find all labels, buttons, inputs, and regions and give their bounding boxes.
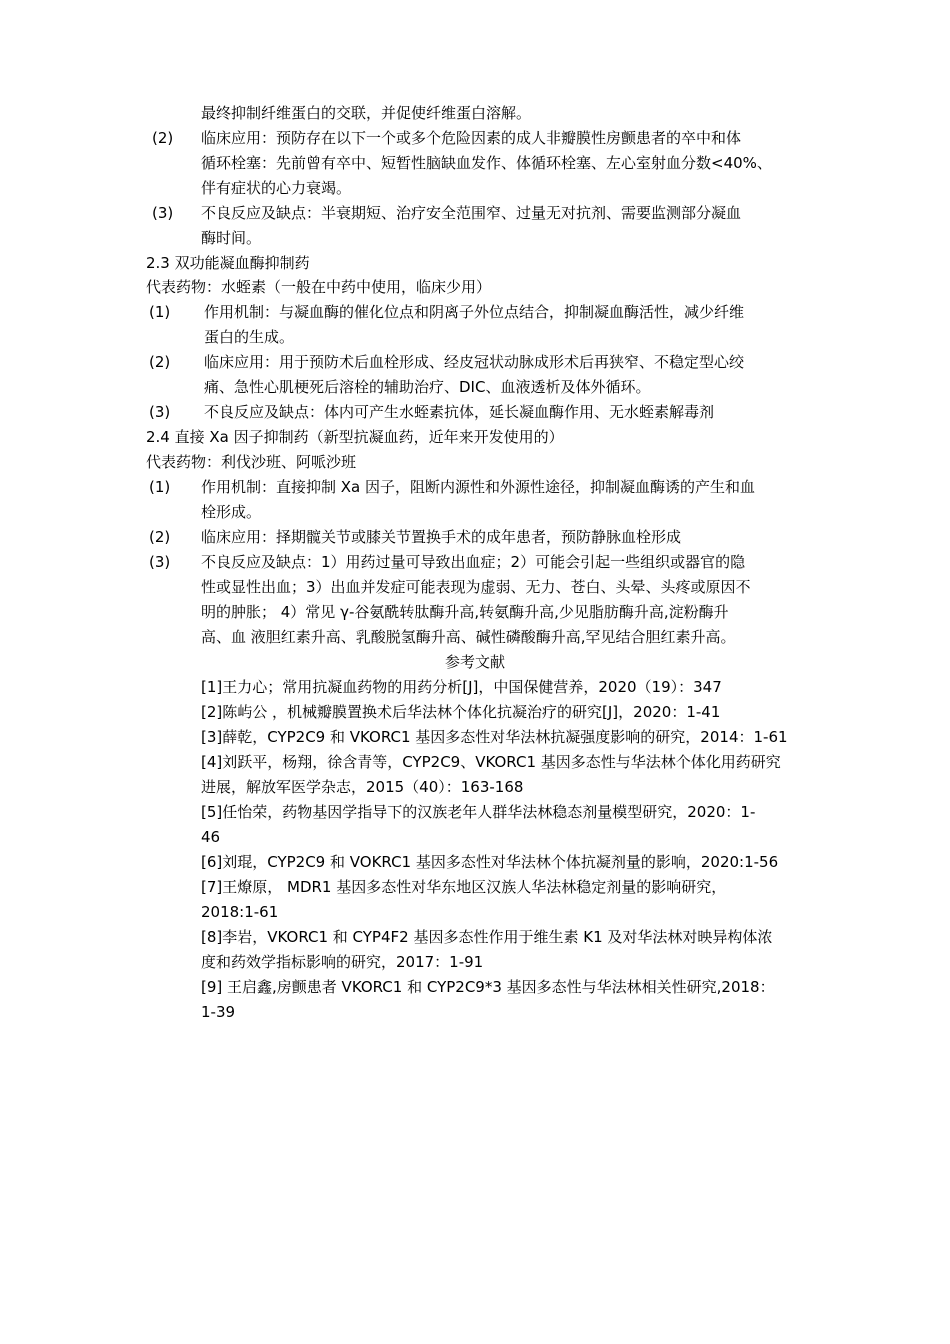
section-heading: 2.4 直接 Xa 因子抑制药（新型抗凝血药，近年来开发使用的） — [146, 428, 564, 446]
list-item-text: 临床应用：择期髋关节或膝关节置换手术的成年患者，预防静脉血栓形成 — [201, 528, 682, 546]
reference-line: [2]陈屿公 ，机械瓣膜置换术后华法林个体化抗凝治疗的研究[J]，2020：1-41 — [201, 703, 721, 721]
list-item-text: 伴有症状的心力衰竭。 — [201, 179, 352, 197]
reference-line: 2018:1-61 — [201, 903, 279, 921]
reference-line: [9] 王启鑫,房颤患者 VKORC1 和 CYP2C9*3 基因多态性与华法林相关性研究,2018： — [201, 978, 775, 996]
list-item-number: (3) — [152, 204, 174, 222]
list-item-text: 蛋白的生成。 — [204, 328, 295, 346]
list-item-text: 循环栓塞：先前曾有卒中、短暂性脑缺血发作、体循环栓塞、左心室射血分数<40%、 — [201, 154, 772, 172]
reference-line: [3]薛乾，CYP2C9 和 VKORC1 基因多态性对华法林抗凝强度影响的研究，2014：1-61 — [201, 728, 788, 746]
continuation-text: 最终抑制纤维蛋白的交联，并促使纤维蛋白溶解。 — [201, 104, 532, 122]
list-item-text: 不良反应及缺点：体内可产生水蛭素抗体，延长凝血酶作用、无水蛭素解毒剂 — [204, 403, 715, 421]
references-title: 参考文献 — [444, 653, 505, 671]
representative-drugs: 代表药物：利伐沙班、阿哌沙班 — [146, 453, 357, 471]
list-item-text: 栓形成。 — [201, 503, 262, 521]
list-item-number: (1) — [149, 303, 171, 321]
list-item-text: 明的肿胀； 4）常见 γ-谷氨酰转肽酶升高,转氨酶升高,少见脂肪酶升高,淀粉酶升 — [201, 603, 729, 621]
reference-line: [8]李岩，VKORC1 和 CYP4F2 基因多态性作用于维生素 K1 及对华法林对映异构体浓 — [201, 928, 773, 946]
reference-line: [6]刘琨，CYP2C9 和 VOKRC1 基因多态性对华法林个体抗凝剂量的影响，2020:1-56 — [201, 853, 779, 871]
list-item-text: 高、血 液胆红素升高、乳酸脱氢酶升高、碱性磷酸酶升高,罕见结合胆红素升高。 — [201, 628, 736, 646]
list-item-text: 作用机制：与凝血酶的催化位点和阴离子外位点结合，抑制凝血酶活性，减少纤维 — [204, 303, 745, 321]
list-item-text: 不良反应及缺点：1）用药过量可导致出血症；2）可能会引起一些组织或器官的隐 — [201, 553, 746, 571]
list-item-number: (1) — [149, 478, 171, 496]
list-item-text: 临床应用：预防存在以下一个或多个危险因素的成人非瓣膜性房颤患者的卒中和体 — [201, 129, 742, 147]
list-item-text: 酶时间。 — [201, 229, 262, 247]
reference-line: [5]任怡荣，药物基因学指导下的汉族老年人群华法林稳态剂量模型研究，2020：1- — [201, 803, 756, 821]
reference-line: [1]王力心；常用抗凝血药物的用药分析[J]，中国保健营养，2020（19）：347 — [201, 678, 722, 696]
list-item-number: (2) — [152, 129, 174, 147]
reference-line: [7]王燎原， MDR1 基因多态性对华东地区汉族人华法林稳定剂量的影响研究， — [201, 878, 727, 896]
list-item-number: (2) — [149, 353, 171, 371]
reference-line: 进展，解放军医学杂志，2015（40）：163-168 — [201, 778, 524, 796]
list-item-text: 不良反应及缺点：半衰期短、治疗安全范围窄、过量无对抗剂、需要监测部分凝血 — [201, 204, 742, 222]
section-heading: 2.3 双功能凝血酶抑制药 — [146, 254, 310, 272]
list-item-number: (2) — [149, 528, 171, 546]
reference-line: [4]刘跃平，杨翔，徐含青等，CYP2C9、VKORC1 基因多态性与华法林个体化用药研究 — [201, 753, 781, 771]
list-item-number: (3) — [149, 553, 171, 571]
reference-line: 46 — [201, 828, 221, 846]
list-item-text: 作用机制：直接抑制 Xa 因子，阻断内源性和外源性途径，抑制凝血酶诱的产生和血 — [201, 478, 756, 496]
reference-line: 度和药效学指标影响的研究，2017：1-91 — [201, 953, 484, 971]
list-item-number: (3) — [149, 403, 171, 421]
list-item-text: 性或显性出血；3）出血并发症可能表现为虚弱、无力、苍白、头晕、头疼或原因不 — [201, 578, 751, 596]
representative-drugs: 代表药物：水蛭素（一般在中药中使用，临床少用） — [146, 278, 492, 296]
reference-line: 1-39 — [201, 1003, 236, 1021]
list-item-text: 临床应用：用于预防术后血栓形成、经皮冠状动脉成形术后再狭窄、不稳定型心绞 — [204, 353, 745, 371]
list-item-text: 痛、急性心肌梗死后溶栓的辅助治疗、DIC、血液透析及体外循环。 — [204, 378, 651, 396]
